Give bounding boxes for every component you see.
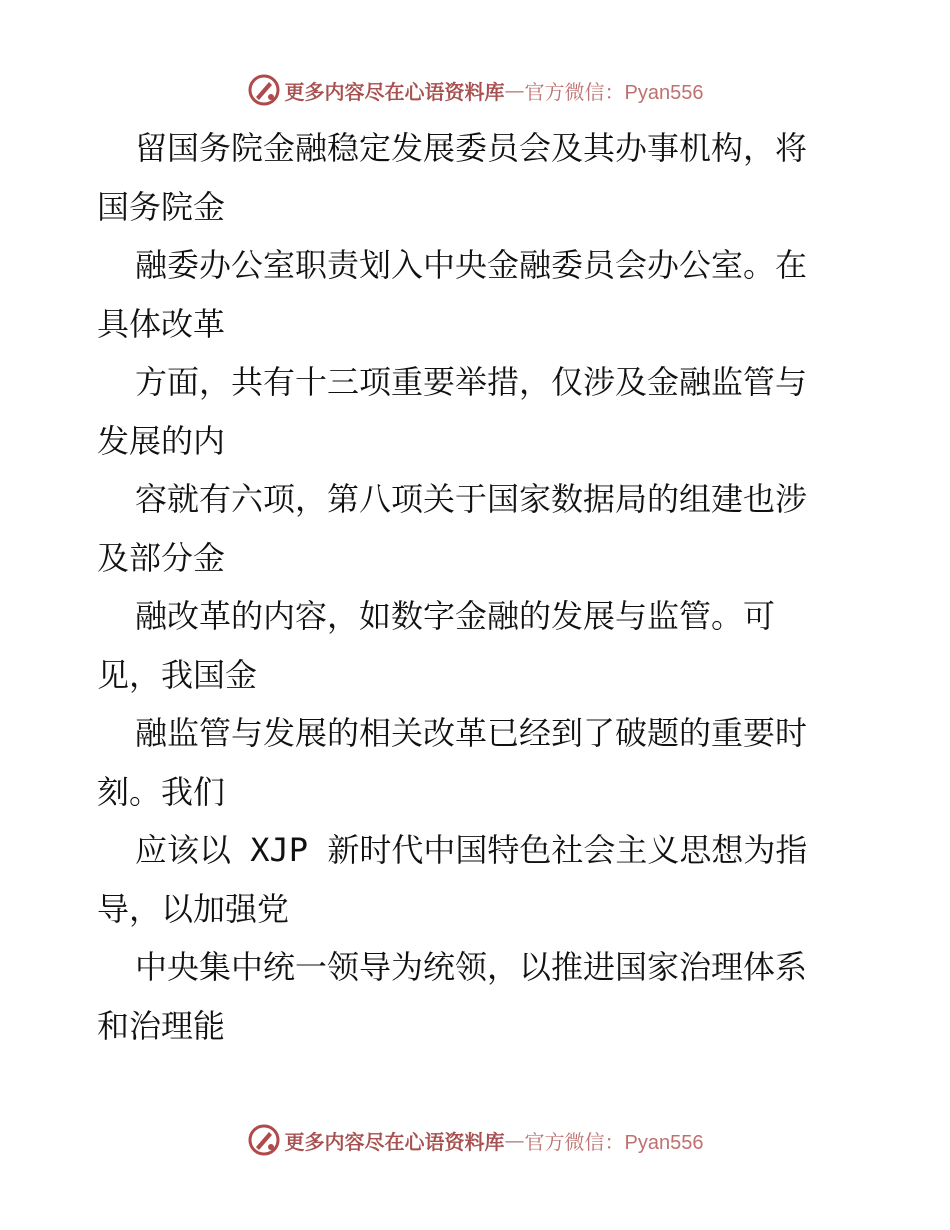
text-line: 和治理能 xyxy=(97,1006,226,1045)
document-body xyxy=(97,119,857,1055)
text-line: 融改革的内容，如数字金融的发展与监管。可 xyxy=(135,597,776,635)
text-line: 具体改革 xyxy=(97,304,226,343)
watermark-separator: — xyxy=(504,1128,525,1152)
text-line: 国务院金 xyxy=(97,187,226,226)
text-line: 融委办公室职责划入中央金融委员会办公室。在 xyxy=(135,246,808,284)
header-watermark xyxy=(0,70,950,110)
watermark-main-text: 更多内容尽在心语资料库 xyxy=(284,79,505,104)
watermark-main-text: 更多内容尽在心语资料库 xyxy=(284,1129,505,1154)
footer-watermark xyxy=(0,1120,950,1160)
text-line: 导，以加强党 xyxy=(97,889,290,928)
logo-icon xyxy=(247,1123,281,1157)
watermark-side-text: 官方微信：Pyan556 xyxy=(524,81,704,104)
text-line: 融监管与发展的相关改革已经到了破题的重要时 xyxy=(135,714,808,752)
text-line: 中央集中统一领导为统领，以推进国家治理体系 xyxy=(135,948,808,986)
watermark-separator: — xyxy=(504,78,525,102)
text-line: 容就有六项，第八项关于国家数据局的组建也涉 xyxy=(135,480,808,518)
text-line: 方面，共有十三项重要举措，仅涉及金融监管与 xyxy=(135,363,808,401)
watermark-side-text: 官方微信：Pyan556 xyxy=(524,1131,704,1154)
text-line: 留国务院金融稳定发展委员会及其办事机构，将 xyxy=(135,129,808,167)
text-line: 见，我国金 xyxy=(97,655,258,694)
text-line: 应该以 XJP 新时代中国特色社会主义思想为指 xyxy=(135,831,808,869)
text-line: 发展的内 xyxy=(97,421,226,460)
text-line: 及部分金 xyxy=(97,538,226,577)
text-line: 刻。我们 xyxy=(97,772,226,811)
logo-icon xyxy=(247,73,281,107)
